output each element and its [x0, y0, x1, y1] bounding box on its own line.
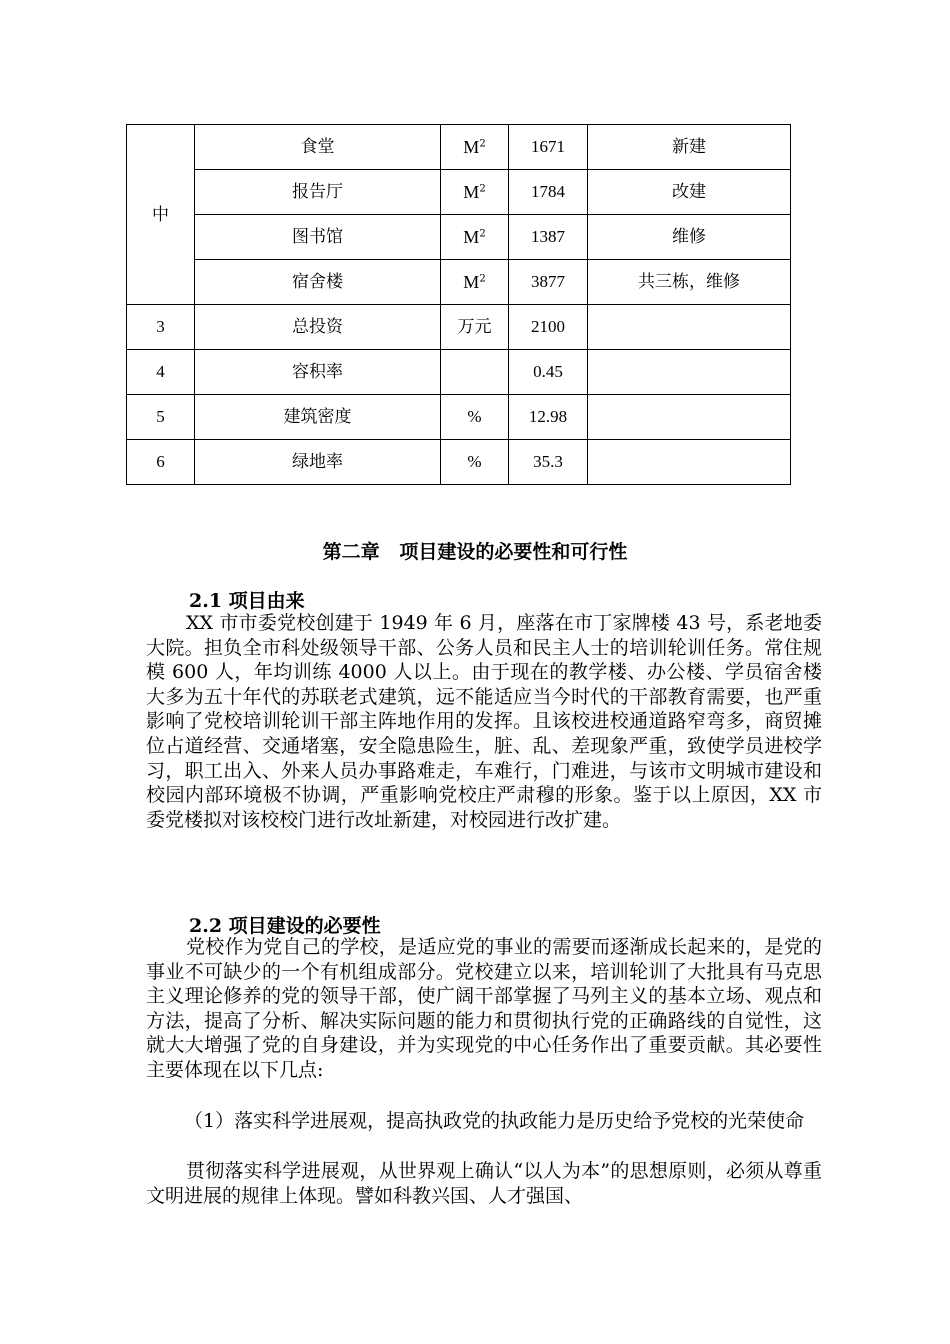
point-1-heading: （1）落实科学进展观，提高执政党的执政能力是历史给予党校的光荣使命	[184, 1110, 805, 1132]
unit-cell: 万元	[441, 305, 509, 350]
value-cell: 35.3	[509, 440, 588, 485]
note-cell	[588, 305, 791, 350]
row-number-cell: 3	[127, 305, 195, 350]
note-cell: 共三栋，维修	[588, 260, 791, 305]
section-2-2-paragraph: 党校作为党自己的学校，是适应党的事业的需要而逐渐成长起来的，是党的事业不可缺少的一个有机组成部分。党校建立以来，培训轮训了大批具有马克思主义理论修养的党的领导干部，使广阔干部掌握了马列主义的基本立场、观点和方法，提高了分析、解决实际问题的能力和贯彻执行党的正确路线的自觉性，这就大大增强了党的自身建设，并为实现党的中心任务作出了重要贡献。其必要性主要体现在以下几点:	[146, 936, 822, 1081]
unit-cell: $M^2$	[441, 260, 509, 305]
value-cell: 0.45	[509, 350, 588, 395]
unit-cell: $M^2$	[441, 170, 509, 215]
table-row	[127, 440, 791, 485]
section-heading-2-1: 2.1 项目由来	[189, 590, 305, 612]
value-cell: 1784	[509, 170, 588, 215]
table-row	[127, 305, 791, 350]
item-name-cell: 报告厅	[195, 170, 441, 215]
table-row	[127, 170, 791, 215]
note-cell	[588, 440, 791, 485]
table-row	[127, 125, 791, 170]
note-cell: 新建	[588, 125, 791, 170]
item-name-cell: 绿地率	[195, 440, 441, 485]
table-row	[127, 215, 791, 260]
item-name-cell: 图书馆	[195, 215, 441, 260]
value-cell: 1387	[509, 215, 588, 260]
row-number-cell: 5	[127, 395, 195, 440]
unit-cell: $M^2$	[441, 125, 509, 170]
item-name-cell: 宿舍楼	[195, 260, 441, 305]
row-number-cell: 6	[127, 440, 195, 485]
item-name-cell: 食堂	[195, 125, 441, 170]
unit-cell	[441, 350, 509, 395]
group-label-cell: 中	[127, 125, 195, 305]
unit-cell: %	[441, 395, 509, 440]
item-name-cell: 总投资	[195, 305, 441, 350]
table-row	[127, 260, 791, 305]
row-number-cell: 4	[127, 350, 195, 395]
note-cell	[588, 395, 791, 440]
value-cell: 12.98	[509, 395, 588, 440]
section-2-1-paragraph: XX 市市委党校创建于 1949 年 6 月，座落在市丁家牌楼 43 号，系老地委大院。担负全市科处级领导干部、公务人员和民主人士的培训轮训任务。常住规模 600 人，年均训练 4000 人以上。由于现在的教学楼、办公楼、学员宿舍楼大多为五十年代的苏联老式建筑，远不能适应当今时代的干部教育需要，也严重影响了党校培训轮训干部主阵地作用的发挥。且该校进校通道路窄弯多，商贸摊位占道经营、交通堵塞，安全隐患险生，脏、乱、差现象严重，致使学员进校学习，职工出入、外来人员办事路难走，车难行，门难进，与该市文明城市建设和校园内部环境极不协调，严重影响党校庄严肃穆的形象。鉴于以上原因，XX 市委党楼拟对该校校门进行改址新建，对校园进行改扩建。	[146, 612, 822, 831]
note-cell	[588, 350, 791, 395]
item-name-cell: 容积率	[195, 350, 441, 395]
value-cell: 3877	[509, 260, 588, 305]
point-1-paragraph: 贯彻落实科学进展观，从世界观上确认“以人为本”的思想原则，必须从尊重文明进展的规律上体现。譬如科教兴国、人才强国、	[146, 1160, 822, 1207]
note-cell: 改建	[588, 170, 791, 215]
section-heading-2-2: 2.2 项目建设的必要性	[189, 915, 381, 937]
project-spec-table	[126, 124, 791, 485]
value-cell: 1671	[509, 125, 588, 170]
unit-cell: $M^2$	[441, 215, 509, 260]
value-cell: 2100	[509, 305, 588, 350]
table-row	[127, 350, 791, 395]
note-cell: 维修	[588, 215, 791, 260]
table-row	[127, 395, 791, 440]
unit-cell: %	[441, 440, 509, 485]
item-name-cell: 建筑密度	[195, 395, 441, 440]
chapter-title: 第二章 项目建设的必要性和可行性	[322, 541, 628, 563]
